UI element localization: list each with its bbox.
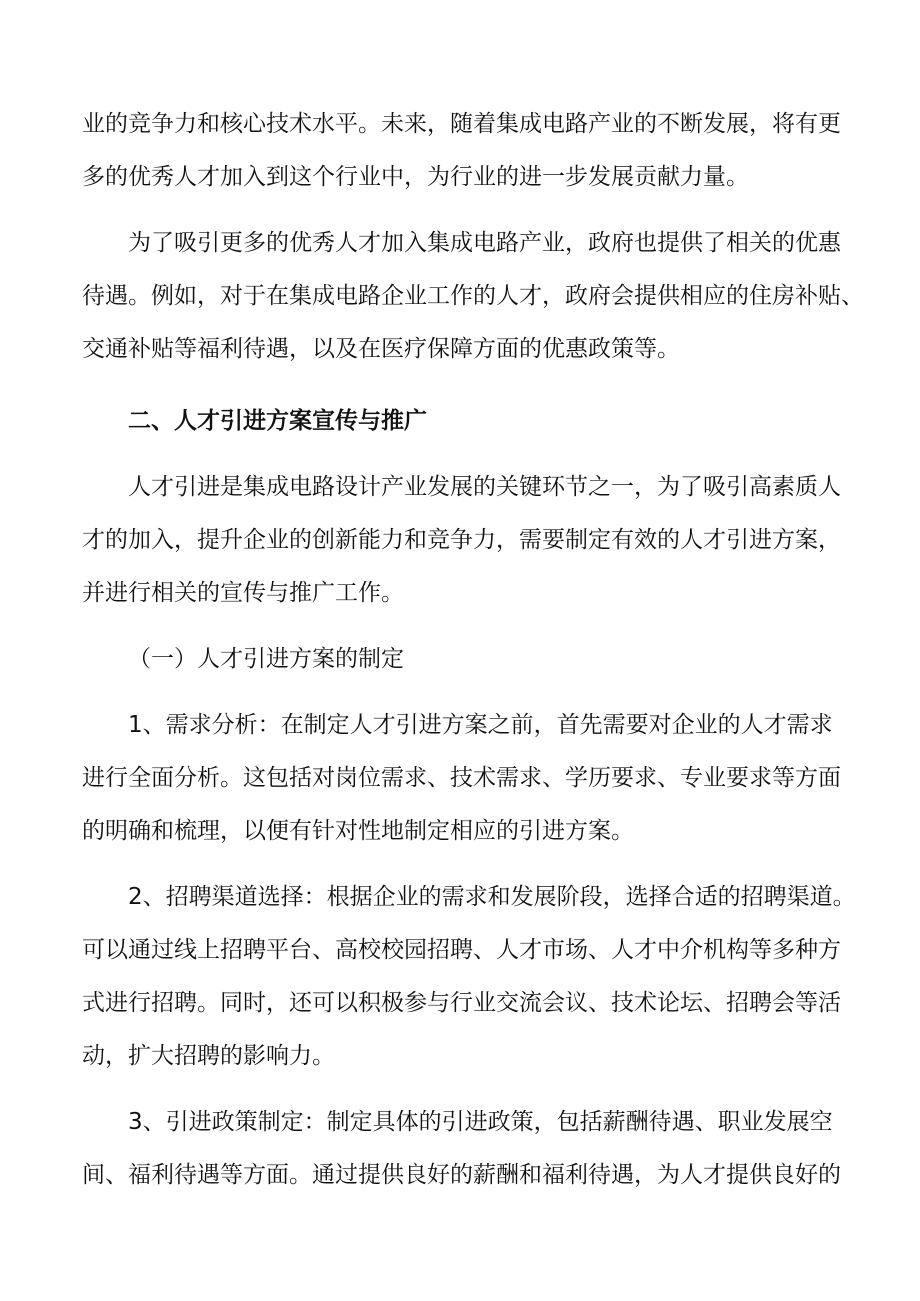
body-text-line: 并进行相关的宣传与推广工作。 <box>82 580 404 606</box>
body-text-line: 的明确和梳理，以便有针对性地制定相应的引进方案。 <box>82 818 634 844</box>
body-text-line: 才的加入，提升企业的创新能力和竞争力，需要制定有效的人才引进方案， <box>82 527 841 553</box>
body-text-line: 间、福利待遇等方面。通过提供良好的薪酬和福利待遇，为人才提供良好的 <box>82 1162 841 1188</box>
body-text-line: 可以通过线上招聘平台、高校校园招聘、人才市场、人才中介机构等多种方 <box>82 937 841 963</box>
body-text-line: 3、引进政策制定：制定具体的引进政策，包括薪酬待遇、职业发展空 <box>128 1109 833 1135</box>
body-text-line: 人才引进是集成电路设计产业发展的关键环节之一，为了吸引高素质人 <box>128 474 841 500</box>
body-text-line: 2、招聘渠道选择：根据企业的需求和发展阶段，选择合适的招聘渠道。 <box>128 884 856 910</box>
body-text-line: 为了吸引更多的优秀人才加入集成电路产业，政府也提供了相关的优惠 <box>128 230 841 256</box>
subsection-heading: （一）人才引进方案的制定 <box>128 646 404 672</box>
body-text-line: 多的优秀人才加入到这个行业中，为行业的进一步发展贡献力量。 <box>82 164 749 190</box>
body-text-line: 1、需求分析：在制定人才引进方案之前，首先需要对企业的人才需求 <box>128 712 833 738</box>
body-text-line: 业的竞争力和核心技术水平。未来，随着集成电路产业的不断发展，将有更 <box>82 111 841 137</box>
body-text-line: 交通补贴等福利待遇，以及在医疗保障方面的优惠政策等。 <box>82 336 680 362</box>
body-text-line: 式进行招聘。同时，还可以积极参与行业交流会议、技术论坛、招聘会等活 <box>82 990 841 1016</box>
section-heading: 二、人才引进方案宣传与推广 <box>128 408 427 434</box>
body-text-line: 动，扩大招聘的影响力。 <box>82 1043 335 1069</box>
body-text-line: 待遇。例如，对于在集成电路企业工作的人才，政府会提供相应的住房补贴、 <box>82 283 864 309</box>
body-text-line: 进行全面分析。这包括对岗位需求、技术需求、学历要求、专业要求等方面 <box>82 765 841 791</box>
